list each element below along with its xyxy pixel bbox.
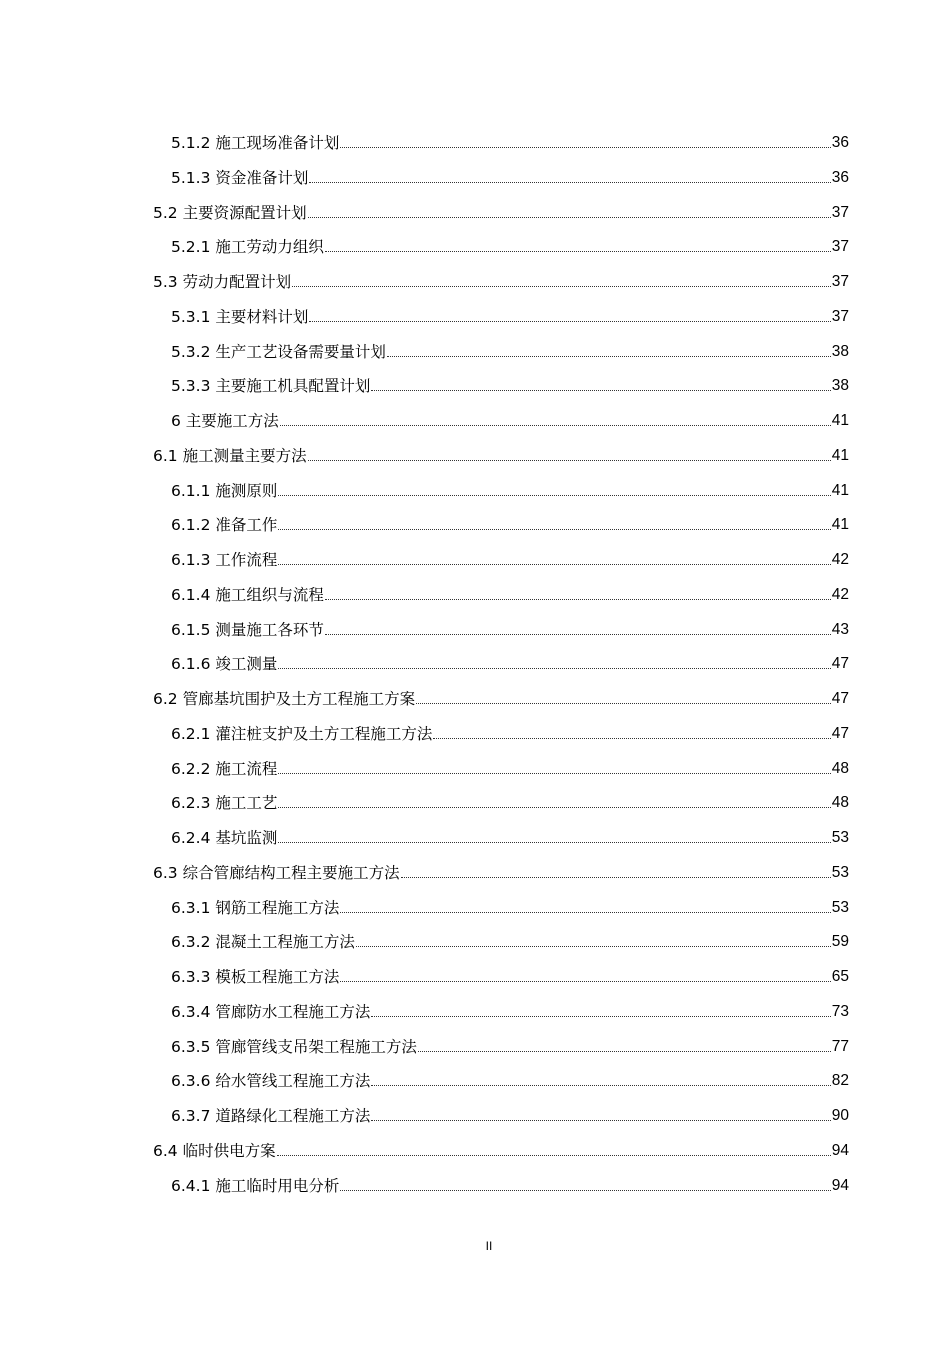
toc-entry-title: 6.1.1 施测原则: [171, 481, 278, 500]
toc-entry-page-number: 41: [831, 481, 849, 499]
toc-entry[interactable]: [171, 511, 849, 535]
toc-dot-leader: [278, 773, 830, 774]
toc-entry[interactable]: [153, 685, 849, 709]
toc-dot-leader: [278, 564, 830, 565]
toc-entry[interactable]: [171, 755, 849, 779]
toc-dot-leader: [325, 634, 831, 635]
toc-entry[interactable]: [171, 477, 849, 501]
toc-entry-title: 6.1.4 施工组织与流程: [171, 585, 324, 604]
toc-entry[interactable]: [153, 442, 849, 466]
toc-entry-page-number: 94: [831, 1141, 849, 1159]
toc-entry-title: 6.1.2 准备工作: [171, 516, 278, 535]
toc-entry-title: 5.1.3 资金准备计划: [171, 168, 309, 187]
toc-dot-leader: [325, 251, 831, 252]
toc-entry[interactable]: [171, 963, 849, 987]
toc-entry-title: 6.3.4 管廊防水工程施工方法: [171, 1002, 371, 1021]
toc-entry-page-number: 77: [831, 1037, 849, 1055]
toc-entry[interactable]: [153, 859, 849, 883]
toc-dot-leader: [401, 877, 831, 878]
toc-entry-page-number: 36: [831, 168, 849, 186]
toc-entry-title: 6.2.3 施工工艺: [171, 794, 278, 813]
toc-entry-title: 5.3.2 生产工艺设备需要量计划: [171, 342, 386, 361]
toc-entry[interactable]: [171, 1172, 849, 1196]
toc-dot-leader: [340, 147, 830, 148]
toc-entry-title: 5.2.1 施工劳动力组织: [171, 238, 324, 257]
toc-entry[interactable]: [171, 338, 849, 362]
toc-entry-page-number: 53: [831, 829, 849, 846]
toc-entry-page-number: 90: [831, 1107, 849, 1124]
toc-dot-leader: [280, 425, 831, 426]
toc-entry-page-number: 38: [831, 377, 849, 395]
toc-entry[interactable]: [171, 372, 849, 396]
toc-entry-page-number: 37: [831, 307, 849, 325]
toc-entry-page-number: 53: [831, 898, 849, 916]
toc-entry-title: 6.2 管廊基坑围护及土方工程施工方案: [153, 690, 416, 708]
toc-entry-title: 6.3.6 给水管线工程施工方法: [171, 1072, 371, 1091]
toc-entry[interactable]: [171, 1102, 849, 1126]
toc-entry[interactable]: [171, 581, 849, 605]
toc-entry-title: 5.3.3 主要施工机具配置计划: [171, 377, 371, 396]
toc-entry-title: 5.2 主要资源配置计划: [153, 203, 307, 222]
toc-entry-page-number: 82: [831, 1072, 849, 1090]
toc-entry-page-number: 41: [831, 412, 849, 429]
toc-entry[interactable]: [171, 546, 849, 570]
toc-entry-title: 5.3.1 主要材料计划: [171, 307, 309, 326]
toc-dot-leader: [277, 1155, 831, 1156]
toc-dot-leader: [278, 842, 830, 843]
toc-dot-leader: [309, 182, 830, 183]
toc-entry[interactable]: [171, 789, 849, 813]
toc-entry-page-number: 37: [831, 203, 849, 221]
toc-entry-page-number: 73: [831, 1002, 849, 1020]
toc-entry[interactable]: [171, 998, 849, 1022]
toc-dot-leader: [292, 286, 831, 287]
toc-entry-page-number: 47: [831, 724, 849, 742]
toc-dot-leader: [356, 946, 831, 947]
toc-entry[interactable]: [171, 720, 849, 744]
toc-entry-page-number: 53: [831, 863, 849, 881]
toc-dot-leader: [416, 703, 831, 704]
toc-entry-page-number: 41: [831, 516, 849, 534]
page-number: II: [485, 1239, 493, 1253]
toc-entry[interactable]: [153, 1137, 849, 1161]
toc-entry-page-number: 38: [831, 342, 849, 360]
toc-entry[interactable]: [171, 650, 849, 674]
toc-entry[interactable]: [171, 928, 849, 952]
toc-dot-leader: [309, 321, 830, 322]
toc-entry[interactable]: [171, 303, 849, 327]
toc-dot-leader: [278, 495, 830, 496]
toc-entry[interactable]: [171, 824, 849, 848]
toc-entry-page-number: 47: [831, 690, 849, 707]
toc-entry[interactable]: [153, 268, 849, 292]
toc-dot-leader: [340, 912, 830, 913]
toc-entry-title: 6.3.5 管廊管线支吊架工程施工方法: [171, 1037, 417, 1056]
toc-entry-page-number: 65: [831, 968, 849, 985]
toc-entry-title: 6.2.2 施工流程: [171, 759, 278, 778]
toc-entry-page-number: 43: [831, 620, 849, 638]
toc-entry-title: 6.4.1 施工临时用电分析: [171, 1176, 340, 1195]
toc-entry-page-number: 37: [831, 238, 849, 256]
toc-entry-page-number: 37: [831, 273, 849, 290]
toc-entry-page-number: 42: [831, 585, 849, 603]
toc-dot-leader: [371, 1120, 830, 1121]
toc-entry-title: 6.2.1 灌注桩支护及土方工程施工方法: [171, 724, 433, 743]
toc-dot-leader: [433, 738, 830, 739]
toc-entry-title: 6 主要施工方法: [171, 412, 279, 430]
toc-dot-leader: [418, 1051, 831, 1052]
toc-entry[interactable]: [171, 894, 849, 918]
toc-entry-title: 6.3.7 道路绿化工程施工方法: [171, 1107, 371, 1125]
toc-dot-leader: [278, 807, 830, 808]
toc-entry-title: 6.1 施工测量主要方法: [153, 446, 307, 465]
toc-entry[interactable]: [171, 129, 849, 153]
toc-entry[interactable]: [171, 164, 849, 188]
toc-dot-leader: [308, 460, 831, 461]
toc-entry-title: 6.4 临时供电方案: [153, 1141, 276, 1160]
toc-entry-page-number: 41: [831, 446, 849, 464]
toc-dot-leader: [371, 390, 830, 391]
toc-dot-leader: [387, 356, 831, 357]
toc-dot-leader: [325, 599, 831, 600]
toc-entry-title: 6.3.3 模板工程施工方法: [171, 968, 340, 986]
toc-entry[interactable]: [171, 1067, 849, 1091]
toc-entry-title: 6.1.3 工作流程: [171, 551, 278, 569]
toc-entry[interactable]: [171, 407, 849, 431]
toc-entry-title: 6.1.5 测量施工各环节: [171, 620, 324, 639]
toc-entry-page-number: 42: [831, 551, 849, 568]
toc-entry[interactable]: [153, 199, 849, 223]
toc-dot-leader: [371, 1016, 830, 1017]
toc-dot-leader: [278, 668, 830, 669]
toc-dot-leader: [340, 981, 830, 982]
toc-entry-page-number: 48: [831, 759, 849, 777]
toc-entry-page-number: 94: [831, 1176, 849, 1194]
toc-dot-leader: [340, 1190, 830, 1191]
toc-entry-page-number: 47: [831, 655, 849, 673]
toc-entry-title: 6.1.6 竣工测量: [171, 655, 278, 674]
toc-entry-title: 6.3.1 钢筋工程施工方法: [171, 898, 340, 917]
toc-entry[interactable]: [171, 233, 849, 257]
toc-dot-leader: [371, 1085, 830, 1086]
toc-entry-page-number: 59: [831, 933, 849, 951]
toc-entry[interactable]: [171, 616, 849, 640]
toc-entry-title: 5.3 劳动力配置计划: [153, 273, 292, 291]
toc-entry-title: 6.3 综合管廊结构工程主要施工方法: [153, 863, 400, 882]
toc-entry-page-number: 48: [831, 794, 849, 812]
toc-entry-title: 5.1.2 施工现场准备计划: [171, 134, 340, 152]
toc-entry-page-number: 36: [831, 134, 849, 151]
toc-entry-title: 6.2.4 基坑监测: [171, 829, 278, 847]
toc-entry-title: 6.3.2 混凝土工程施工方法: [171, 933, 355, 952]
toc-dot-leader: [278, 529, 830, 530]
toc-dot-leader: [308, 217, 831, 218]
toc-entry[interactable]: [171, 1033, 849, 1057]
